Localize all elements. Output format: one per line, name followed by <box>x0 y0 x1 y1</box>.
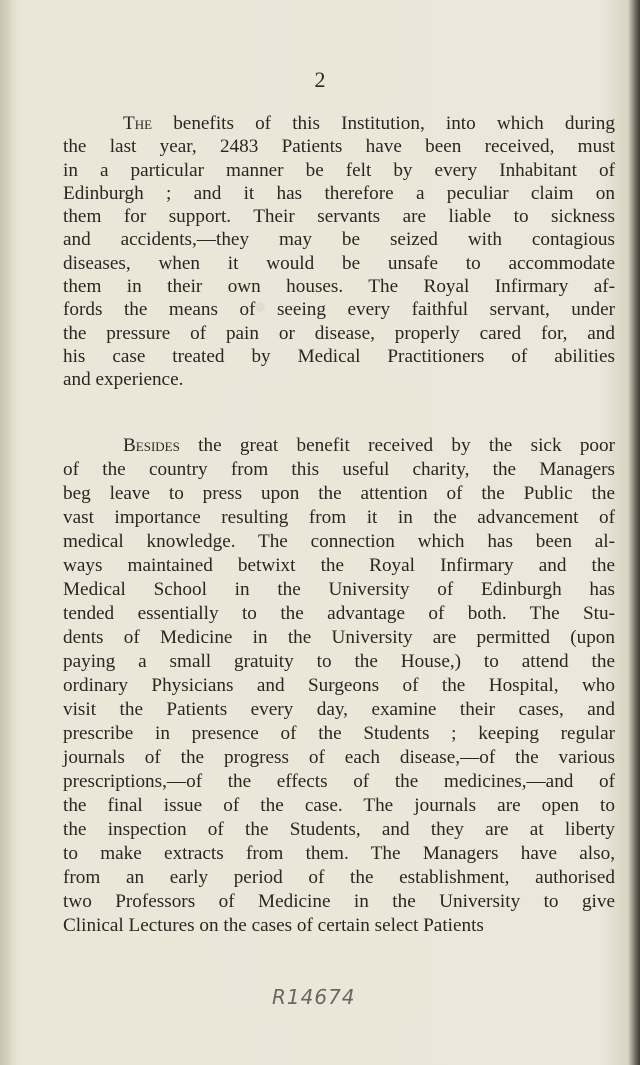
text-line: Besides the great benefit received by the sick poor <box>123 435 616 456</box>
text-line: prescribe in presence of the Students ; keeping regular <box>63 723 615 744</box>
page-number: 2 <box>314 67 326 92</box>
text-line: to make extracts from them. The Managers have also, <box>63 843 615 864</box>
text-line: dents of Medicine in the University are permitted (upon <box>63 627 615 648</box>
paragraph-medical-school <box>63 434 615 938</box>
text-line: and experience. <box>63 369 184 391</box>
text-line: them in their own houses. The Royal Infirmary af- <box>63 276 615 298</box>
text-line: them for support. Their servants are liable to sickness <box>63 206 615 228</box>
lead-word: Besides <box>123 435 180 456</box>
text-line: vast importance resulting from it in the advancement of <box>63 507 615 528</box>
text-line: beg leave to press upon the attention of the Public the <box>63 483 615 504</box>
text-line: Clinical Lectures on the cases of certain select Patients <box>63 915 484 936</box>
catalog-mark: R14674 <box>272 985 356 1009</box>
text-line: Medical School in the University of Edinburgh has <box>63 579 615 600</box>
text-line: visit the Patients every day, examine their cases, and <box>63 699 615 720</box>
text-line: the inspection of the Students, and they are at liberty <box>63 819 615 840</box>
text-line: tended essentially to the advantage of both. The Stu- <box>63 603 615 624</box>
lead-word: The <box>123 113 153 134</box>
text-line: journals of the progress of each disease,—of the various <box>63 747 615 768</box>
text-line: Edinburgh ; and it has therefore a peculiar claim on <box>63 182 615 204</box>
text-line: his case treated by Medical Practitioners of abilities <box>63 345 615 367</box>
text-line: the final issue of the case. The journals are open to <box>63 795 615 816</box>
text-line: paying a small gratuity to the House,) to attend the <box>63 651 615 672</box>
text-line: the pressure of pain or disease, properly cared for, and <box>63 322 615 344</box>
text-line: of the country from this useful charity, the Managers <box>63 459 615 480</box>
text-line: from an early period of the establishment, authorised <box>63 867 615 888</box>
text-line: the last year, 2483 Patients have been received, must <box>63 136 615 158</box>
text-line: two Professors of Medicine in the University to give <box>63 891 615 912</box>
text-line: The benefits of this Institution, into which during <box>123 113 615 134</box>
text-line: and accidents,—they may be seized with contagious <box>63 229 615 251</box>
paragraph-benefits <box>63 112 615 392</box>
text-line: ordinary Physicians and Surgeons of the Hospital, who <box>63 675 615 696</box>
page-edge-shadow <box>0 0 14 1065</box>
text-line: medical knowledge. The connection which has been al- <box>63 531 615 552</box>
text-line: prescriptions,—of the effects of the medicines,—and of <box>63 771 615 792</box>
text-line: fords the means of seeing every faithful servant, under <box>63 299 615 321</box>
text-line: ways maintained betwixt the Royal Infirmary and the <box>63 555 615 576</box>
text-line: diseases, when it would be unsafe to accommodate <box>63 252 615 274</box>
text-line: in a particular manner be felt by every Inhabitant of <box>63 159 615 181</box>
